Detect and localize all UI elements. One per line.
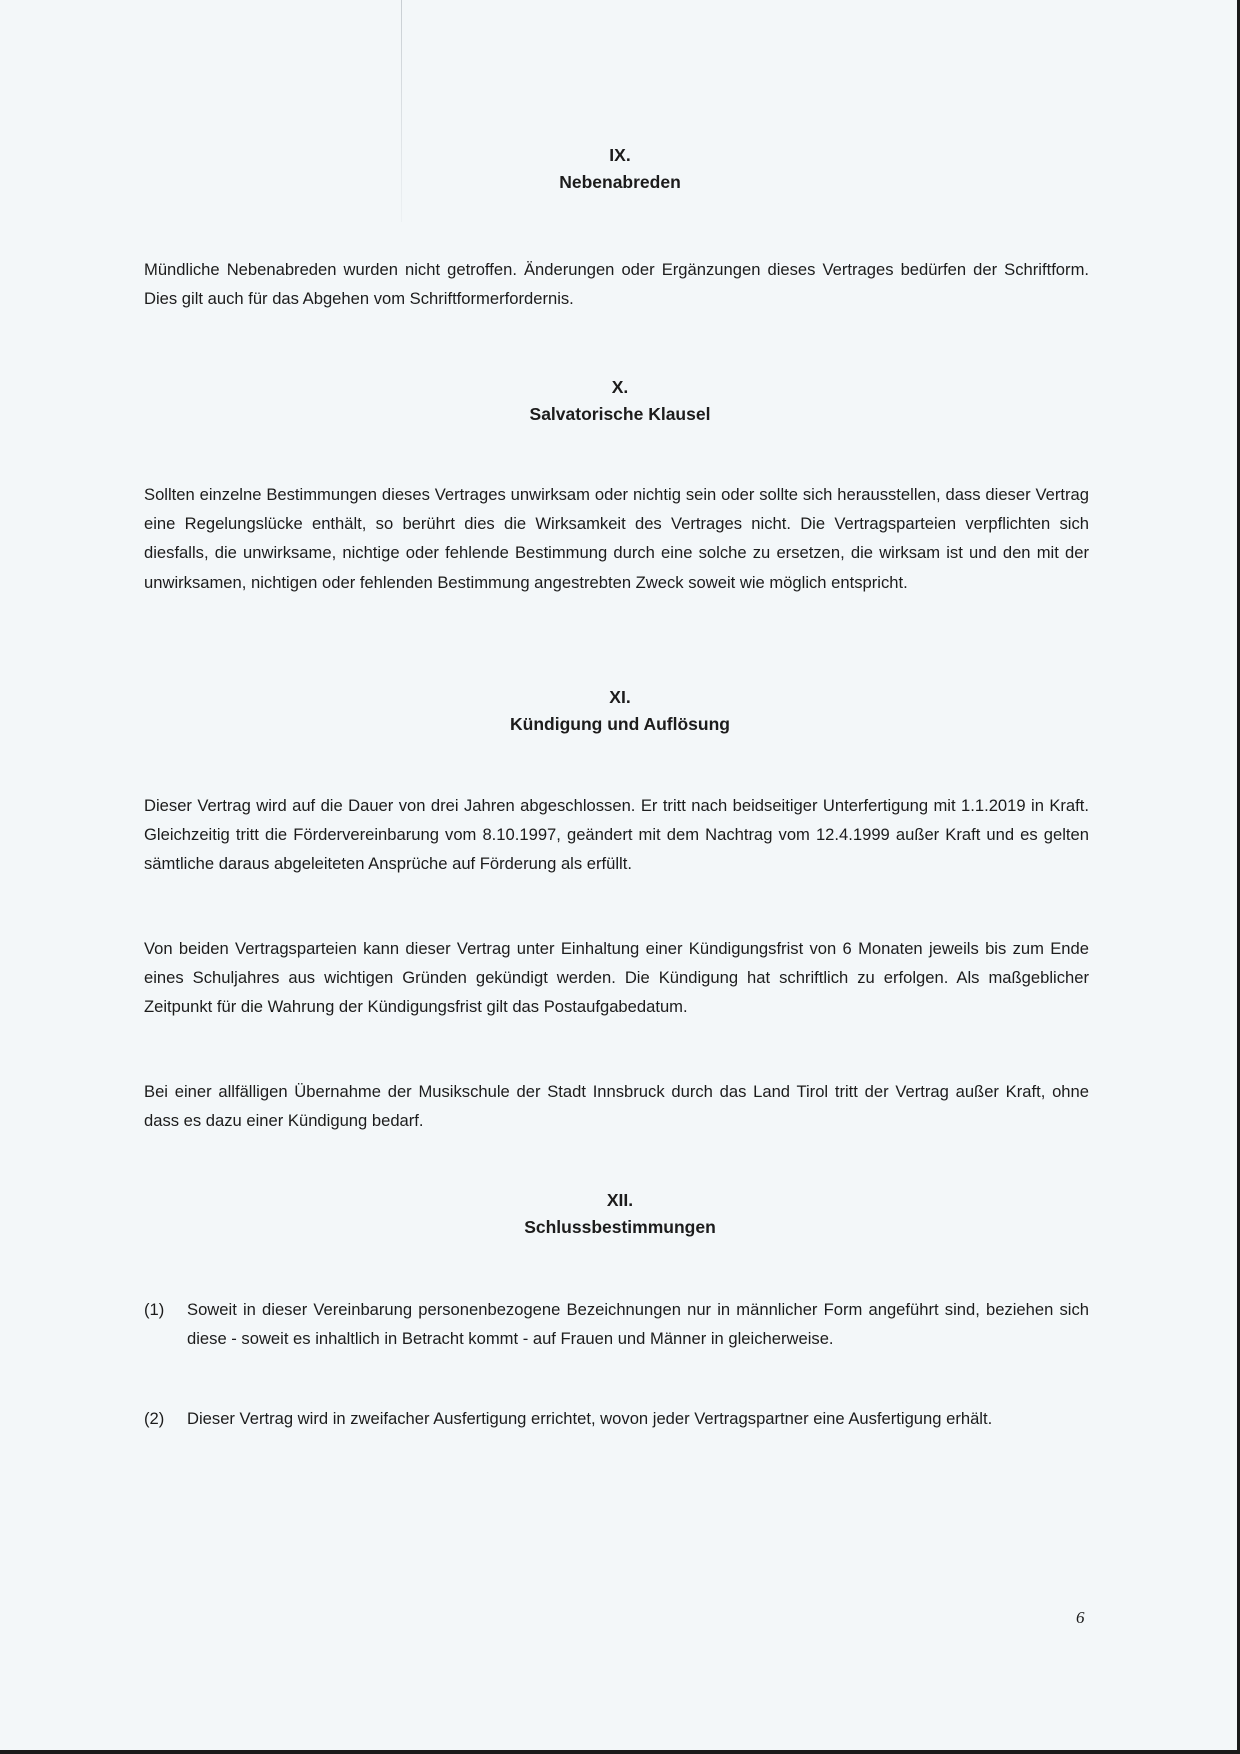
paragraph: Sollten einzelne Bestimmungen dieses Vertrages unwirksam oder nichtig sein oder sollte sich herausstellen, dass dieser Vertrag eine Regelungslücke enthält, so berührt dies die Wirksamkeit des Vertrages nicht. Die Vertragsparteien verpflichten sich diesfalls, die unwirksame, nichtige oder fehlende Bestimmung durch eine solche zu ersetzen, die wirksam ist und den mit der unwirksamen, nichtigen oder fehlenden Bestimmung angestrebten Zweck soweit wie möglich entspricht. xyxy=(144,485,1089,592)
list-item xyxy=(144,1295,1089,1353)
section-heading-xii xyxy=(0,1187,1240,1241)
page-number: 6 xyxy=(1076,1608,1085,1627)
list-item-number: (2) xyxy=(144,1409,165,1428)
paragraph: Dieser Vertrag wird auf die Dauer von drei Jahren abgeschlossen. Er tritt nach beidseitiger Unterfertigung mit 1.1.2019 in Kraft. Gleichzeitig tritt die Fördervereinbarung vom 8.10.1997, geändert mit dem Nachtrag vom 12.4.1999 außer Kraft und es gelten sämtliche daraus abgeleiteten Ansprüche auf Förderung als erfüllt. xyxy=(144,796,1089,874)
paragraph: Mündliche Nebenabreden wurden nicht getroffen. Änderungen oder Ergänzungen dieses Vertrages bedürfen der Schriftform. Dies gilt auch für das Abgehen vom Schriftformerfordernis. xyxy=(144,260,1089,309)
list-item xyxy=(144,1404,1089,1433)
list-item-number: (1) xyxy=(144,1300,165,1319)
section-heading-ix xyxy=(0,142,1240,196)
section-heading-xi xyxy=(0,684,1240,738)
list-item-text: Soweit in dieser Vereinbarung personenbezogene Bezeichnungen nur in männlicher Form angeführt sind, beziehen sich diese - soweit es inhaltlich in Betracht kommt - auf Frauen und Männer in gleicherweise. xyxy=(187,1300,1089,1349)
section-number: X. xyxy=(611,377,629,397)
paragraph: Bei einer allfälligen Übernahme der Musikschule der Stadt Innsbruck durch das Land Tirol tritt der Vertrag außer Kraft, ohne dass es dazu einer Kündigung bedarf. xyxy=(144,1082,1089,1131)
list-item-text: Dieser Vertrag wird in zweifacher Ausfertigung errichtet, wovon jeder Vertragspartner eine Ausfertigung erhält. xyxy=(187,1409,993,1428)
section-number: IX. xyxy=(609,145,631,165)
paragraph: Von beiden Vertragsparteien kann dieser Vertrag unter Einhaltung einer Kündigungsfrist von 6 Monaten jeweils bis zum Ende eines Schuljahres aus wichtigen Gründen gekündigt werden. Die Kündigung hat schriftlich zu erfolgen. Als maßgeblicher Zeitpunkt für die Wahrung der Kündigungsfrist gilt das Postaufgabedatum. xyxy=(144,939,1089,1017)
section-number: XI. xyxy=(609,687,631,707)
section-number: XII. xyxy=(606,1190,634,1210)
section-title: Kündigung und Auflösung xyxy=(510,714,730,734)
section-title: Salvatorische Klausel xyxy=(529,404,711,424)
section-heading-x xyxy=(0,374,1240,428)
section-title: Schlussbestimmungen xyxy=(524,1217,716,1237)
section-title: Nebenabreden xyxy=(559,172,681,192)
